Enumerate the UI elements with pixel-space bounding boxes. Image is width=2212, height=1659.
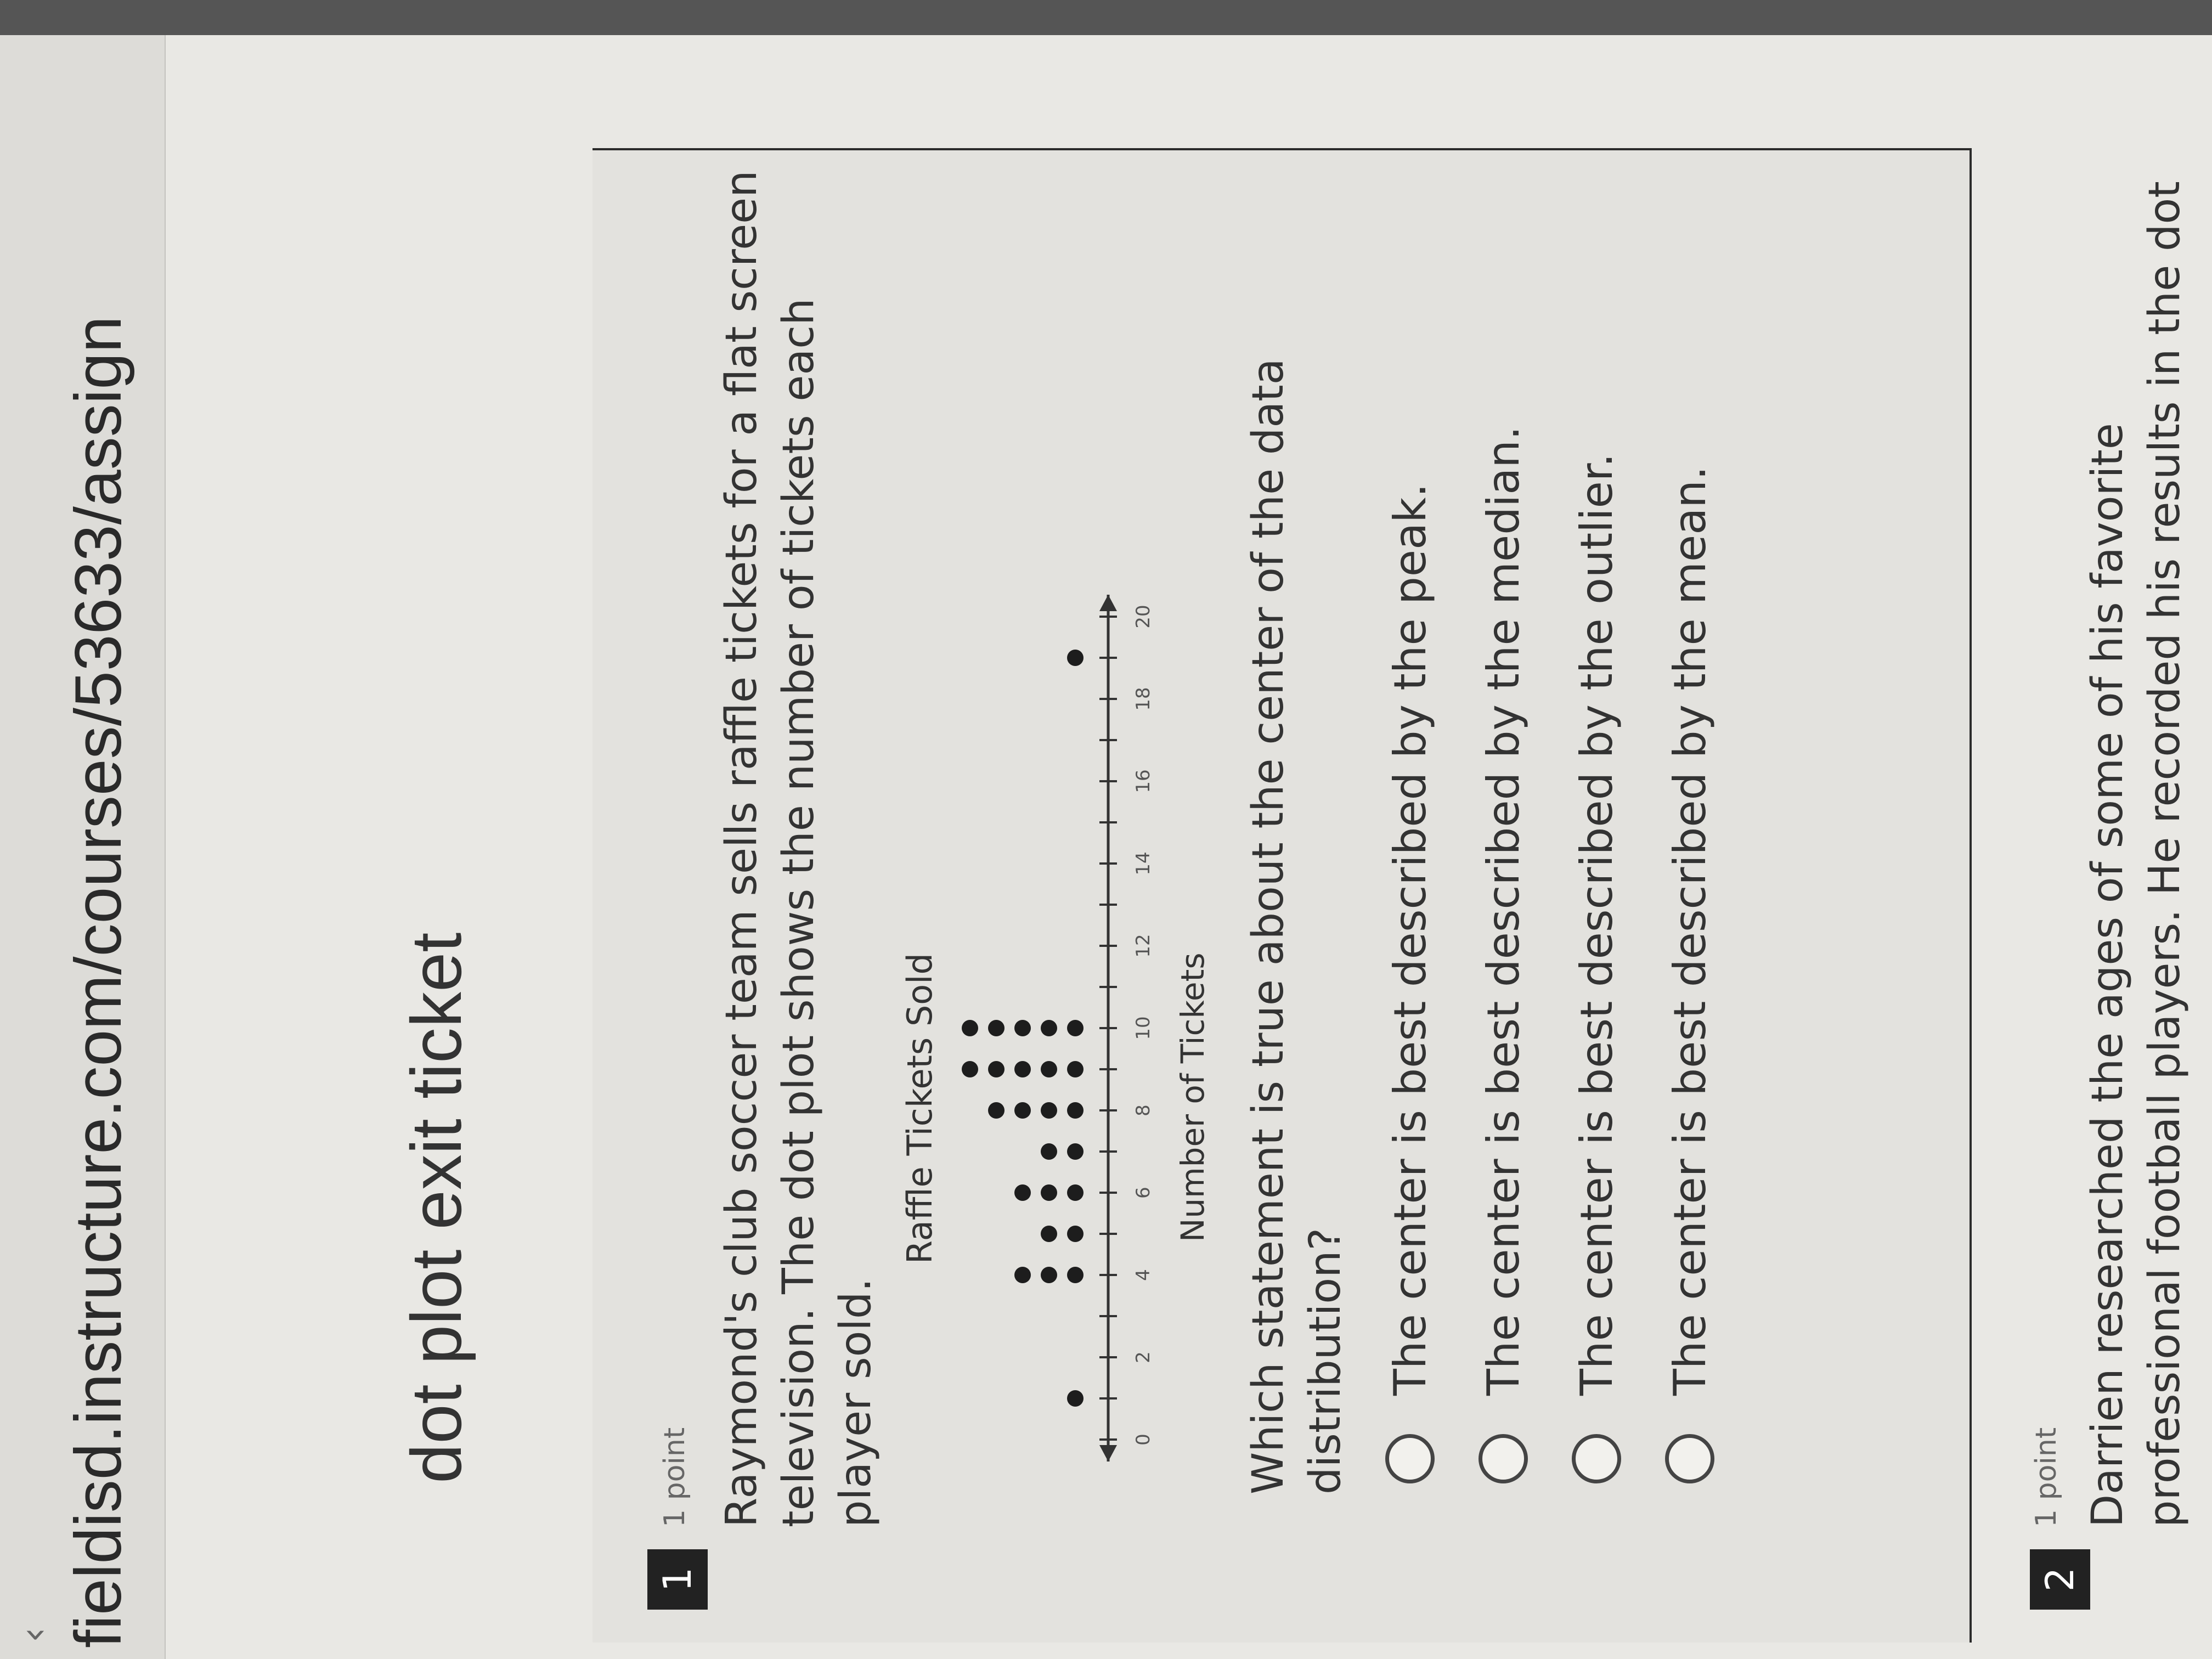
radio-button[interactable] [1665,1434,1714,1483]
data-dot [1041,1226,1057,1242]
data-dot [962,1020,978,1036]
data-dot [1067,1143,1084,1160]
answer-option-median[interactable] [1465,426,1542,1483]
x-tick-label: 20 [1132,605,1154,629]
x-tick-label: 12 [1132,934,1154,958]
browser-address-bar[interactable] [0,0,166,1659]
radio-button[interactable] [1479,1434,1528,1483]
question-prompt-line: distribution? [1301,1228,1350,1494]
x-tick-label: 14 [1132,851,1154,876]
chevron-left-icon[interactable]: ‹ [11,1627,56,1643]
radio-button[interactable] [1385,1434,1435,1483]
data-dot [1067,1102,1084,1119]
x-tick-label: 8 [1132,1104,1154,1116]
question-prompt-line: Which statement is true about the center of the data [1244,358,1293,1494]
data-dot [988,1020,1005,1036]
axis-arrow-right [1099,595,1117,611]
x-tick-label: 4 [1132,1269,1154,1281]
data-dot [1067,1267,1084,1283]
data-dot [1041,1143,1057,1160]
data-dot [1067,1020,1084,1036]
question-text-line: professional football players. He recorded his results in the dot [2140,181,2190,1527]
data-dot [1041,1061,1057,1077]
question-text-line: player sold. [831,1278,881,1527]
question-text-line: Raymond's club soccer team sells raffle tickets for a flat screen [717,170,766,1527]
data-dot [988,1061,1005,1077]
answer-option-label: The center is best described by the peak. [1384,483,1436,1396]
question-text [713,101,884,1527]
page-title: dot plot exit ticket [396,932,476,1483]
answer-option-peak[interactable] [1372,483,1448,1483]
x-tick-label: 16 [1132,769,1154,793]
answer-option-label: The center is best described by the mean. [1664,466,1716,1396]
x-tick-label: 10 [1132,1016,1154,1040]
data-dot [962,1061,978,1077]
chart-title: Raffle Tickets Sold [900,953,940,1264]
x-axis-label: Number of Tickets [1174,952,1211,1242]
data-dot [1067,650,1084,666]
answer-option-label: The center is best described by the outlier. [1571,453,1622,1396]
screen-edge [0,0,2212,35]
data-dot [1041,1102,1057,1119]
answer-option-mean[interactable] [1651,466,1728,1483]
answer-option-outlier[interactable] [1558,453,1635,1483]
data-dot [1067,1390,1084,1407]
data-dot [1067,1226,1084,1242]
data-dot [1067,1184,1084,1201]
data-dot [1014,1020,1031,1036]
radio-button[interactable] [1572,1434,1621,1483]
url-text[interactable]: fieldisd.instructure.com/courses/53633/assign [61,316,135,1648]
data-dot [1041,1020,1057,1036]
data-dot [988,1102,1005,1119]
question-points: 1 point [2030,1427,2063,1527]
x-tick-label: 0 [1132,1434,1154,1446]
data-dot [1014,1102,1031,1119]
x-tick-label: 2 [1132,1351,1154,1363]
question-number-badge: 2 [2030,1549,2090,1610]
data-dot [1041,1184,1057,1201]
question-text-line: Darrien researched the ages of some of his favorite [2083,423,2132,1527]
dot-plot [944,562,1174,1494]
data-dot [1014,1061,1031,1077]
data-dot [1014,1184,1031,1201]
x-tick-label: 6 [1132,1187,1154,1199]
question-text-line: television. The dot plot shows the number of tickets each [774,298,823,1527]
question-prompt [1240,123,1354,1494]
question-number-badge: 1 [647,1549,708,1610]
axis-arrow-left [1099,1445,1117,1462]
data-dot [1067,1061,1084,1077]
x-tick-label: 18 [1132,687,1154,711]
data-dot [1014,1267,1031,1283]
answer-option-label: The center is best described by the median. [1477,426,1529,1396]
question-2-text [2079,46,2193,1527]
data-dot [1041,1267,1057,1283]
question-points: 1 point [658,1427,691,1527]
